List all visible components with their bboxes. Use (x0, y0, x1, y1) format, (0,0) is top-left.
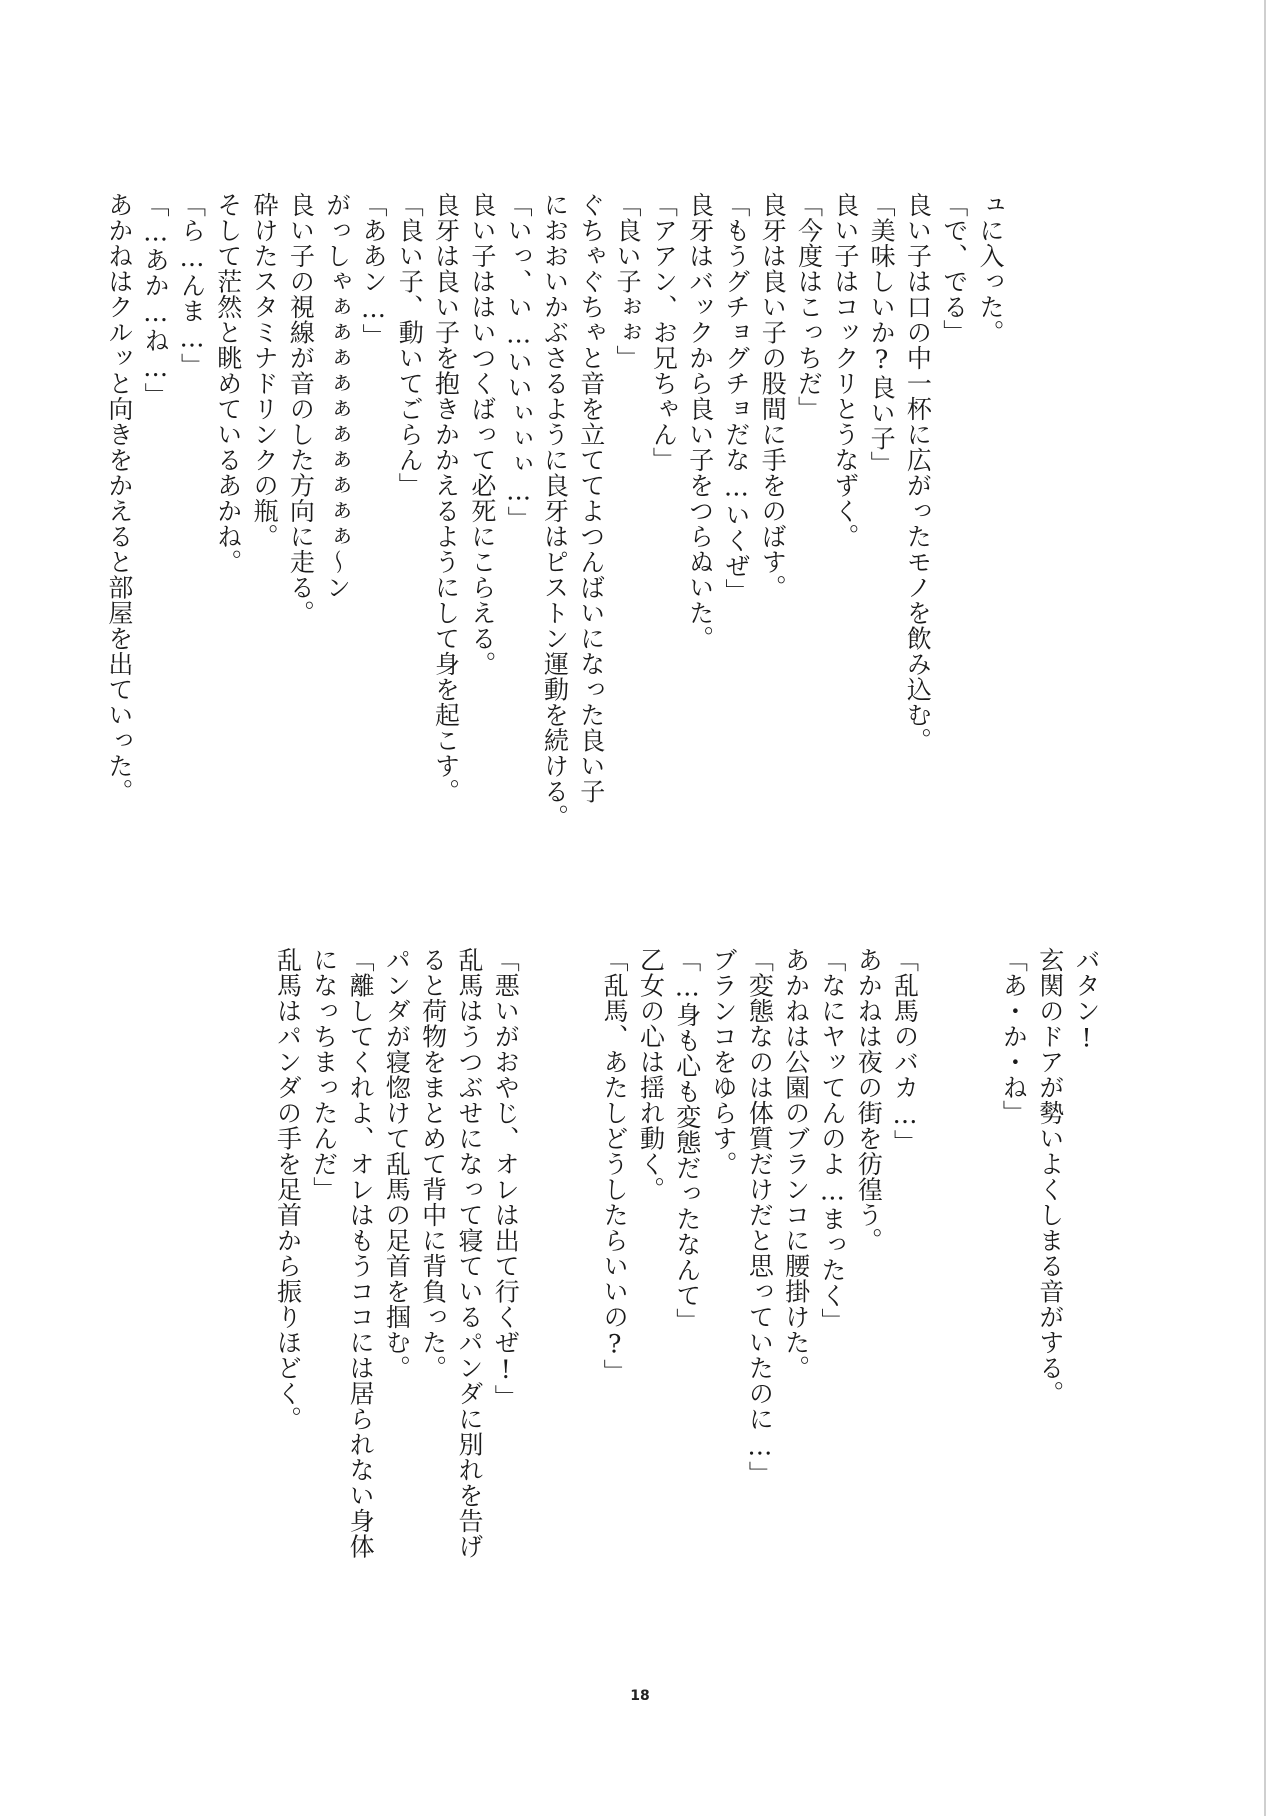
blank-line (923, 947, 959, 1707)
text-line: 乱馬はパンダの手を足首から振りほどく。 (273, 947, 303, 1432)
text-line: になっちまったんだ」 (309, 947, 339, 1202)
text-line: 「アアン、お兄ちゃん」 (649, 192, 679, 473)
blank-line (523, 947, 559, 1707)
text-line: 「良い子、動いてごらん」 (395, 192, 425, 498)
text-line: 「良い子ぉぉ」 (613, 192, 643, 371)
blank-line (959, 947, 995, 1707)
text-line: 「美味しいか?良い子」 (867, 192, 897, 477)
text-line: 乱馬はうつぶせになって寝ているパンダに別れを告げ (454, 947, 484, 1559)
text-line: パンダが寝惚けて乱馬の足首を掴む。 (382, 947, 412, 1381)
text-line: そして茫然と眺めているあかね。 (213, 192, 243, 575)
page-number: 18 (630, 1688, 650, 1704)
text-line: 砕けたスタミナドリンクの瓶。 (250, 192, 280, 549)
text-line: 良い子の視線が音のした方向に走る。 (286, 192, 316, 626)
blank-line (560, 947, 596, 1707)
text-line: 「ら…んま…」 (177, 192, 207, 379)
text-line: 良い子ははいつくばって必死にこらえる。 (467, 192, 497, 677)
text-line: がっしゃぁぁぁぁぁぁぁぁぁぁ〜ン (322, 192, 352, 600)
text-line: 玄関のドアが勢いよくしまる音がする。 (1035, 947, 1065, 1406)
text-line: 「あ・か・ね」 (999, 947, 1029, 1126)
text-line: あかねは夜の街を彷徨う。 (854, 947, 884, 1253)
text-line: 良牙は良い子の股間に手をのばす。 (758, 192, 788, 600)
text-line: 「変態なのは体質だけだと思っていたのに…」 (745, 947, 775, 1487)
text-line: 「ああン…」 (358, 192, 388, 349)
text-line: あかねはクルッと向きをかえると部屋を出ていった。 (104, 192, 134, 804)
text-line: ぐちゃぐちゃと音を立ててよつんばいになった良い子 (576, 192, 606, 804)
text-line: 「もうグチョグチョだな…いくぜ」 (721, 192, 751, 604)
text-line: 「離してくれよ、オレはもうココには居られない身体 (346, 947, 376, 1559)
text-line: 「乱馬、あたしどうしたらいいの?」 (600, 947, 630, 1385)
text-line: 「乱馬のバカ…」 (890, 947, 920, 1155)
text-line: 「今度はこっちだ」 (794, 192, 824, 422)
text-line: 乙女の心は揺れ動く。 (636, 947, 666, 1202)
text-line: 「なにヤッてんのよ…まったく」 (817, 947, 847, 1334)
text-line: 「…身も心も変態だったなんて」 (672, 947, 702, 1334)
text-line: ブランコをゆらす。 (709, 947, 739, 1177)
text-line: 良い子は口の中一杯に広がったモノを飲み込む。 (903, 192, 933, 753)
text-line: におおいかぶさるように良牙はピストン運動を続ける。 (540, 192, 570, 830)
text-line: ュに入った。 (976, 192, 1005, 345)
text-line: 「悪いがおやじ、オレは出て行くぜ!」 (491, 947, 521, 1410)
text-line: 良牙は良い子を抱きかかえるようにして身を起こす。 (431, 192, 461, 804)
text-line: 「いっ、い…いいぃぃぃ…」 (504, 192, 534, 532)
upper-text-block (101, 192, 1008, 892)
lower-text-block (269, 947, 1104, 1707)
text-line: バタン! (1072, 947, 1101, 1053)
text-line: 良い子はコックリとうなずく。 (830, 192, 860, 549)
text-line: 「…あか…ね…」 (141, 192, 171, 408)
text-line: ると荷物をまとめて背中に背負った。 (418, 947, 448, 1381)
text-line: 良牙はバックから良い子をつらぬいた。 (685, 192, 715, 651)
text-line: あかねは公園のブランコに腰掛けた。 (781, 947, 811, 1381)
text-line: 「で、でる」 (939, 192, 969, 345)
